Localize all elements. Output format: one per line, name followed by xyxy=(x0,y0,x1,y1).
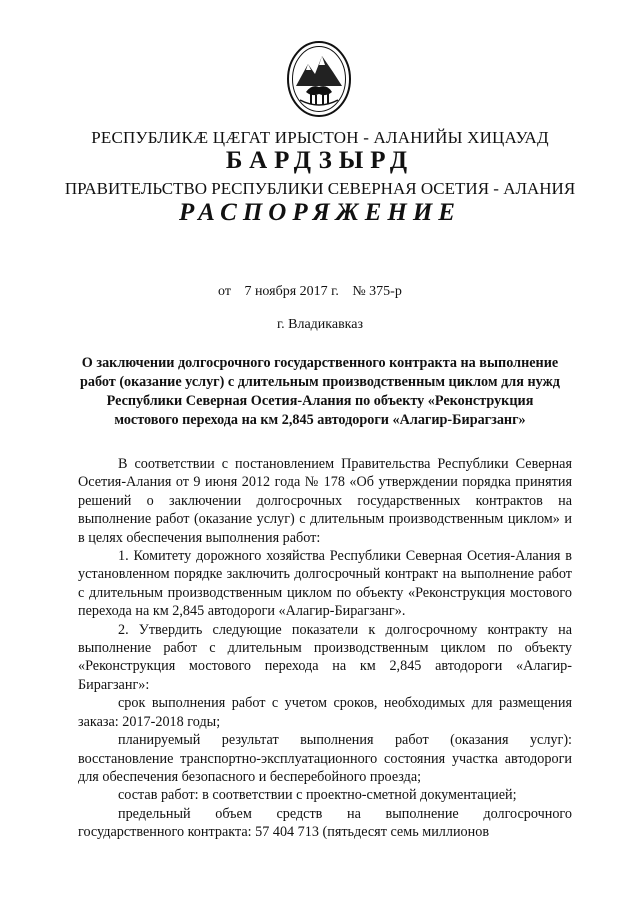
body-paragraph: планируемый результат выполнения работ (оказания услуг): восстановление транспортно-эксплуатационного состояния участка автодороги для обеспечения безопасного и бесперебойного проезда; xyxy=(78,732,572,785)
document-body xyxy=(78,455,572,842)
order-number: № 375-р xyxy=(352,284,402,299)
header-rasporyazhenie: РАСПОРЯЖЕНИЕ xyxy=(179,199,461,226)
header-ossetian-government: РЕСПУБЛИКӔ ЦӔГАТ ИРЫСТОН - АЛАНИЙЫ ХИЦАУАД xyxy=(91,128,549,147)
body-paragraph: 2. Утвердить следующие показатели к долгосрочному контракту на выполнение работ с длительным производственным циклом по объекту «Реконструкция мостового перехода на км 2,845 автодороги «Алагир-Бирагзанг»: xyxy=(78,621,572,693)
body-paragraph: срок выполнения работ с учетом сроков, необходимых для размещения заказа: 2017-2018 годы; xyxy=(78,695,572,730)
date-number-line xyxy=(218,284,412,300)
coat-of-arms-emblem xyxy=(286,40,352,118)
order-date: 7 ноября 2017 г. xyxy=(244,284,339,299)
from-label: от xyxy=(218,284,231,299)
document-title: О заключении долгосрочного государственного контракта на выполнение работ (оказание услуг) с длительным производственным циклом для нужд Республики Северная Осетия-Алания по объекту «Реконструкция мостового перехода на км 2,845 автодороги «Алагир-Бирагзанг» xyxy=(80,355,560,428)
body-paragraph: состав работ: в соответствии с проектно-сметной документацией; xyxy=(118,787,517,804)
city-line: г. Владикавказ xyxy=(276,317,364,332)
body-paragraph: предельный объем средств на выполнение долгосрочного государственного контракта: 57 404 713 (пятьдесят семь миллионов xyxy=(78,805,572,841)
header-bardzyrd: БАРДЗЫРД xyxy=(225,147,415,174)
header-russian-government: ПРАВИТЕЛЬСТВО РЕСПУБЛИКИ СЕВЕРНАЯ ОСЕТИЯ - АЛАНИЯ xyxy=(64,179,576,198)
body-paragraph: 1. Комитету дорожного хозяйства Республики Северная Осетия-Алания в установленном порядке заключить долгосрочный контракт на выполнение работ с длительным производственным циклом по объекту «Реконструкция мостового перехода на км 2,845 автодороги «Алагир-Бирагзанг». xyxy=(78,548,572,620)
body-paragraph: В соответствии с постановлением Правительства Республики Северная Осетия-Алания от 9 июня 2012 года № 178 «Об утверждении порядка принятия решений о заключении долгосрочных государственных контрактов на выполнение работ (оказание услуг) с длительным производственным циклом» и в целях обеспечения выполнения работ: xyxy=(78,456,572,546)
